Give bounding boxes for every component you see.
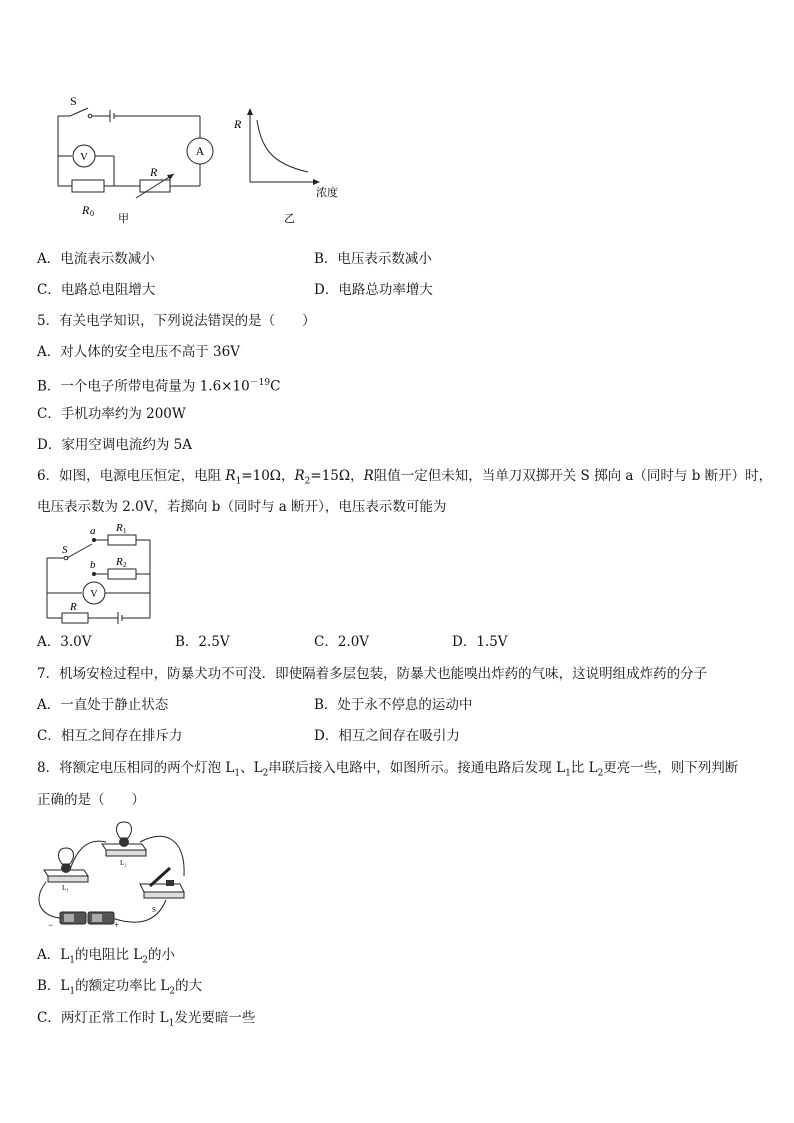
jia-caption: 甲 xyxy=(118,213,129,225)
q8-stem-line2: 正确的是（ ） xyxy=(37,792,145,808)
contact-a-label: a xyxy=(90,525,96,537)
q7-option-d: D．相互之间存在吸引力 xyxy=(314,728,460,744)
q4-option-b: B．电压表示数减小 xyxy=(314,251,432,267)
q6-option-c: C．2.0V xyxy=(314,634,370,650)
q5-option-b: B．一个电子所带电荷量为 $1.6\times 10^{-19}C$ xyxy=(37,378,281,395)
q7-option-c: C．相互之间存在排斥力 xyxy=(37,728,183,744)
q7-stem: 7．机场安检过程中，防暴犬功不可没．即使隔着多层包装，防暴犬也能嗅出炸药的气味，这说明组成炸药的分子 xyxy=(37,666,708,682)
r1-label: R xyxy=(116,522,123,534)
switch-s-label: S xyxy=(62,544,68,556)
q6-option-d: D．1.5V xyxy=(452,634,508,650)
voltmeter-label: V xyxy=(80,151,88,163)
knife-switch xyxy=(140,868,184,898)
q4-option-d: D．电路总功率增大 xyxy=(314,282,433,298)
graph-yi-figure xyxy=(232,108,352,228)
q4-option-c: C．电路总电阻增大 xyxy=(37,282,156,298)
y-axis-label: R xyxy=(234,117,242,131)
lamp-l2 xyxy=(102,822,146,856)
ammeter-label: A xyxy=(195,144,205,158)
r2-label: R xyxy=(116,556,123,568)
q6-stem-line1: 6．如图，电源电压恒定，电阻 $R_1=10\Omega$，$R_2=15\Omega$，R阻值一定但未知，当单刀双掷开关 S 掷向 a（同时与 b 断开）时， xyxy=(37,468,773,487)
q6-option-a: A．3.0V xyxy=(37,634,92,650)
q8-option-b: B．$L_1$的额定功率比 $L_2$的大 xyxy=(37,978,203,997)
circuit-q8-figure xyxy=(36,820,196,932)
switch-s-q8-label: S xyxy=(152,906,156,914)
resistor-r-label: R xyxy=(70,601,77,613)
lamp-l1 xyxy=(44,848,88,882)
q6-option-b: B．2.5V xyxy=(175,634,230,650)
q4-option-a: A．电流表示数减小 xyxy=(37,251,155,267)
q7-option-a: A．一直处于静止状态 xyxy=(37,697,169,713)
r1-sub: 1 xyxy=(123,527,127,535)
q5-option-c: C．手机功率约为 200W xyxy=(37,406,186,422)
rheostat-label: R xyxy=(150,165,158,179)
q5-stem: 5．有关电学知识，下列说法错误的是（ ） xyxy=(37,313,316,329)
q8-option-a: A．$L_1$的电阻比 $L_2$的小 xyxy=(37,947,175,966)
battery-plus: + xyxy=(114,920,120,930)
r0-sub: 0 xyxy=(90,209,94,218)
r2-sub: 2 xyxy=(123,561,127,569)
circuit-jia-figure xyxy=(50,92,230,232)
q8-option-c: C．两灯正常工作时 $L_1$发光要暗一些 xyxy=(37,1010,256,1029)
q5-option-a: A．对人体的安全电压不高于 36V xyxy=(37,344,240,360)
battery-minus: − xyxy=(48,920,54,930)
voltmeter-v-label: V xyxy=(90,589,98,600)
l2-label: L₂ xyxy=(120,859,127,867)
battery-pack xyxy=(60,912,114,924)
q6-stem-line2: 电压表示数为 2.0V，若掷向 b（同时与 a 断开），电压表示数可能为 xyxy=(37,499,447,515)
q7-option-b: B．处于永不停息的运动中 xyxy=(314,697,473,713)
x-axis-label: 浓度 xyxy=(316,187,338,199)
l1-label: L₁ xyxy=(62,884,69,892)
yi-caption: 乙 xyxy=(284,213,295,225)
r0-label: R xyxy=(82,203,90,217)
q5-option-d: D．家用空调电流约为 5A xyxy=(37,437,192,453)
q8-stem-line1: 8．将额定电压相同的两个灯泡 $L_1$、$L_2$串联后接入电路中，如图所示。接通电路后发现 $L_1$比 $L_2$更亮一些，则下列判断 xyxy=(37,760,739,779)
circuit-q6-figure xyxy=(40,520,160,624)
switch-label: S xyxy=(70,94,77,108)
contact-b-label: b xyxy=(90,559,96,571)
